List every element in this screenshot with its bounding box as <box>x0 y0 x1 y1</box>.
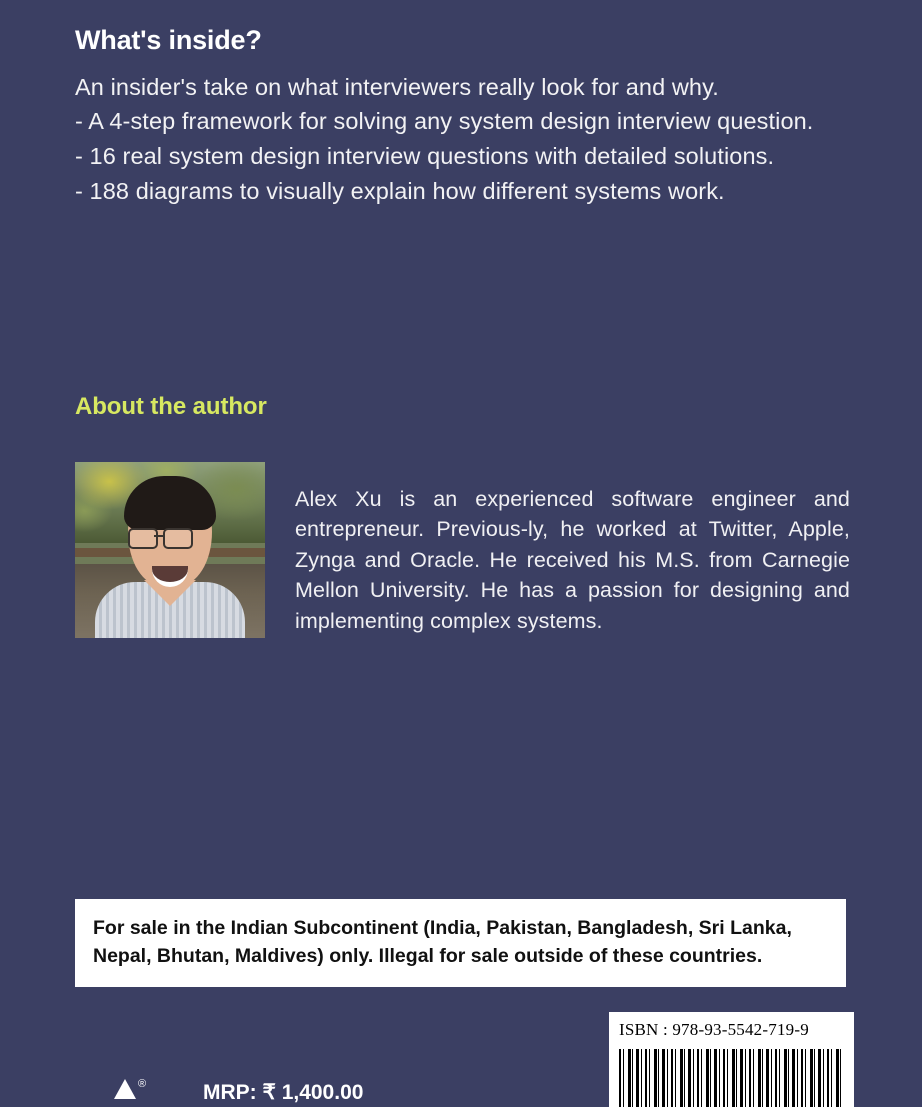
list-item: - 188 diagrams to visually explain how different systems work. <box>75 177 725 204</box>
author-portrait-image <box>75 462 265 638</box>
publisher-logo-triangle <box>114 1079 136 1099</box>
whats-inside-heading: What's inside? <box>75 25 262 55</box>
isbn-label: ISBN : 978-93-5542-719-9 <box>619 1020 809 1039</box>
list-item: - 16 real system design interview questions with detailed solutions. <box>75 143 775 170</box>
barcode-icon <box>619 1049 844 1107</box>
list-item: - A 4-step framework for solving any system design interview question. <box>75 108 814 135</box>
isbn-block <box>609 1012 854 1107</box>
whats-inside-section <box>75 26 865 209</box>
about-author-section <box>75 462 850 658</box>
portrait-glasses-right <box>163 528 193 549</box>
registered-trademark-icon: ® <box>138 1078 147 1090</box>
territory-restriction-notice: For sale in the Indian Subcontinent (India, Pakistan, Bangladesh, Sri Lanka, Nepal, Bhutan, Maldives) only. Illegal for sale outside of these countries. <box>75 899 846 987</box>
about-author-heading: About the author <box>75 393 267 420</box>
portrait-glasses-bridge <box>154 535 163 537</box>
mrp-price: MRP: ₹ 1,400.00 <box>203 1081 364 1104</box>
portrait-glasses-left <box>128 528 158 549</box>
author-bio-text: Alex Xu is an experienced software engineer and entrepreneur. Previous-ly, he worked at Twitter, Apple, Zynga and Oracle. He received his M.S. from Carnegie Mellon University. He has a passion for designing and implementing complex systems. <box>295 486 850 633</box>
publisher-logo-icon <box>114 1076 147 1102</box>
whats-inside-list <box>75 70 865 209</box>
list-item: An insider's take on what interviewers really look for and why. <box>75 73 719 100</box>
